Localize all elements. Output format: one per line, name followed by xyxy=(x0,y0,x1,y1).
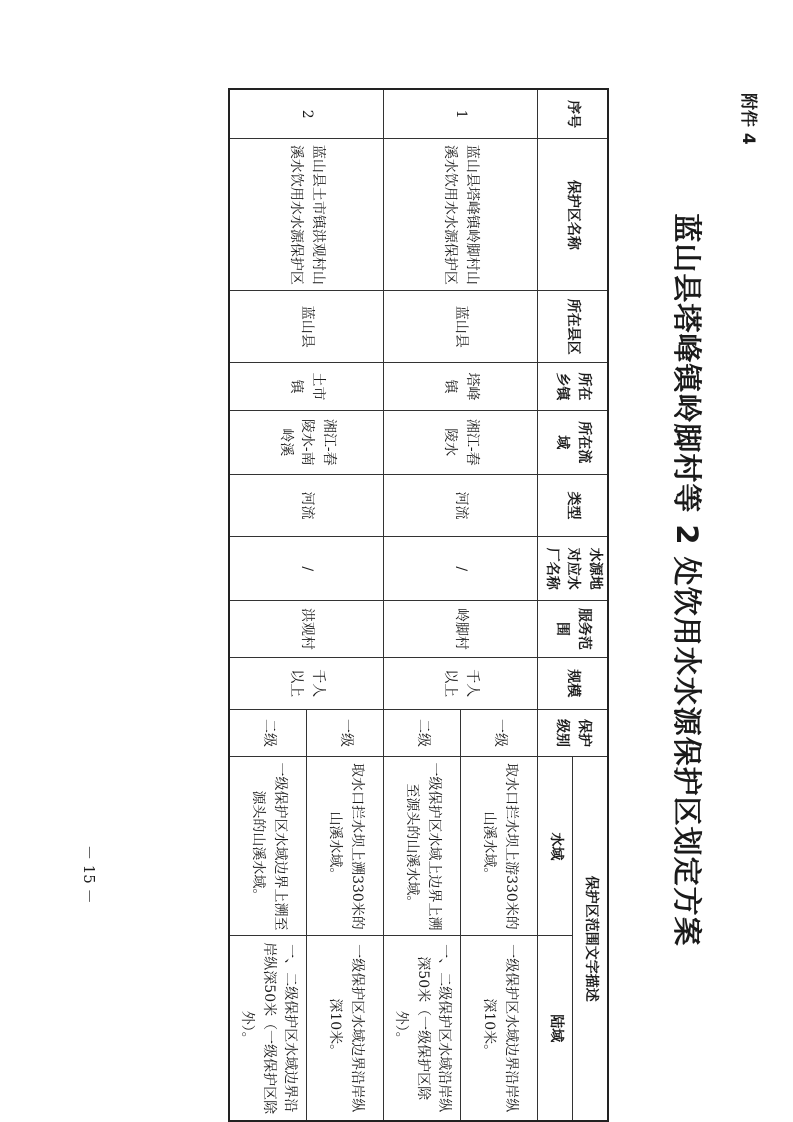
row-scale: 千人以上 xyxy=(229,657,384,709)
row-name: 蓝山县塔峰镇岭脚村山溪水饮用水水源保护区 xyxy=(383,139,537,291)
header-township: 所在乡镇 xyxy=(537,363,608,411)
row-service-area: 岭脚村 xyxy=(383,601,537,658)
header-basin: 所在流域 xyxy=(537,410,608,474)
header-name: 保护区名称 xyxy=(537,139,608,291)
header-scale: 规模 xyxy=(537,657,608,709)
page-number: － 15 － xyxy=(80,845,98,904)
table-row xyxy=(306,89,383,1121)
row-township: 土市镇 xyxy=(229,363,384,411)
row-scale: 千人以上 xyxy=(383,657,537,709)
row-water: 一级保护区水域边界上溯至源头的山溪水域。 xyxy=(229,757,307,936)
header-service-area: 服务范围 xyxy=(537,601,608,658)
row-water: 取水口拦水坝上溯330米的山溪水域。 xyxy=(306,757,383,936)
row-county: 蓝山县 xyxy=(229,291,384,363)
row-land: 一、二级保护区水域边界沿岸纵深50米（一级保护区除外）。 xyxy=(229,936,307,1121)
header-range-desc: 保护区范围文字描述 xyxy=(572,757,608,1121)
protection-zone-table xyxy=(228,88,609,1122)
row-township: 塔峰镇 xyxy=(383,363,537,411)
header-land: 陆域 xyxy=(537,936,572,1121)
row-basin: 湘江-舂陵水-南岭溪 xyxy=(229,410,384,474)
header-plant: 水源地对应水厂名称 xyxy=(537,537,608,601)
header-type: 类型 xyxy=(537,474,608,537)
page-title: 蓝山县塔峰镇岭脚村等 2 处饮用水水源保护区划定方案 xyxy=(670,213,704,947)
row-land: 一、二级保护区水域沿岸纵深50米（一级保护区除外）。 xyxy=(383,936,460,1121)
row-index: 1 xyxy=(383,89,537,139)
row-land: 一级保护区水域边界沿岸纵深10米。 xyxy=(306,936,383,1121)
row-level: 一级 xyxy=(306,709,383,757)
header-county: 所在县区 xyxy=(537,291,608,363)
header-index: 序号 xyxy=(537,89,608,139)
row-basin: 湘江-舂陵水 xyxy=(383,410,537,474)
row-name: 蓝山县土市镇洪观村山溪水饮用水水源保护区 xyxy=(229,139,384,291)
row-plant: / xyxy=(229,537,384,601)
row-type: 河流 xyxy=(229,474,384,537)
row-index: 2 xyxy=(229,89,384,139)
row-type: 河流 xyxy=(383,474,537,537)
header-water: 水域 xyxy=(537,757,572,936)
annex-label: 附件 4 xyxy=(738,93,758,145)
row-water: 一级保护区水域上边界上溯至源头的山溪水域。 xyxy=(383,757,460,936)
header-row xyxy=(572,89,608,1121)
header-level: 保护级别 xyxy=(537,709,608,757)
row-county: 蓝山县 xyxy=(383,291,537,363)
row-water: 取水口拦水坝上游330米的山溪水域。 xyxy=(460,757,537,936)
row-plant: / xyxy=(383,537,537,601)
row-land: 一级保护区水域边界沿岸纵深10米。 xyxy=(460,936,537,1121)
row-level: 一级 xyxy=(460,709,537,757)
row-service-area: 洪观村 xyxy=(229,601,384,658)
row-level: 二级 xyxy=(229,709,307,757)
row-level: 二级 xyxy=(383,709,460,757)
table-row xyxy=(460,89,537,1121)
